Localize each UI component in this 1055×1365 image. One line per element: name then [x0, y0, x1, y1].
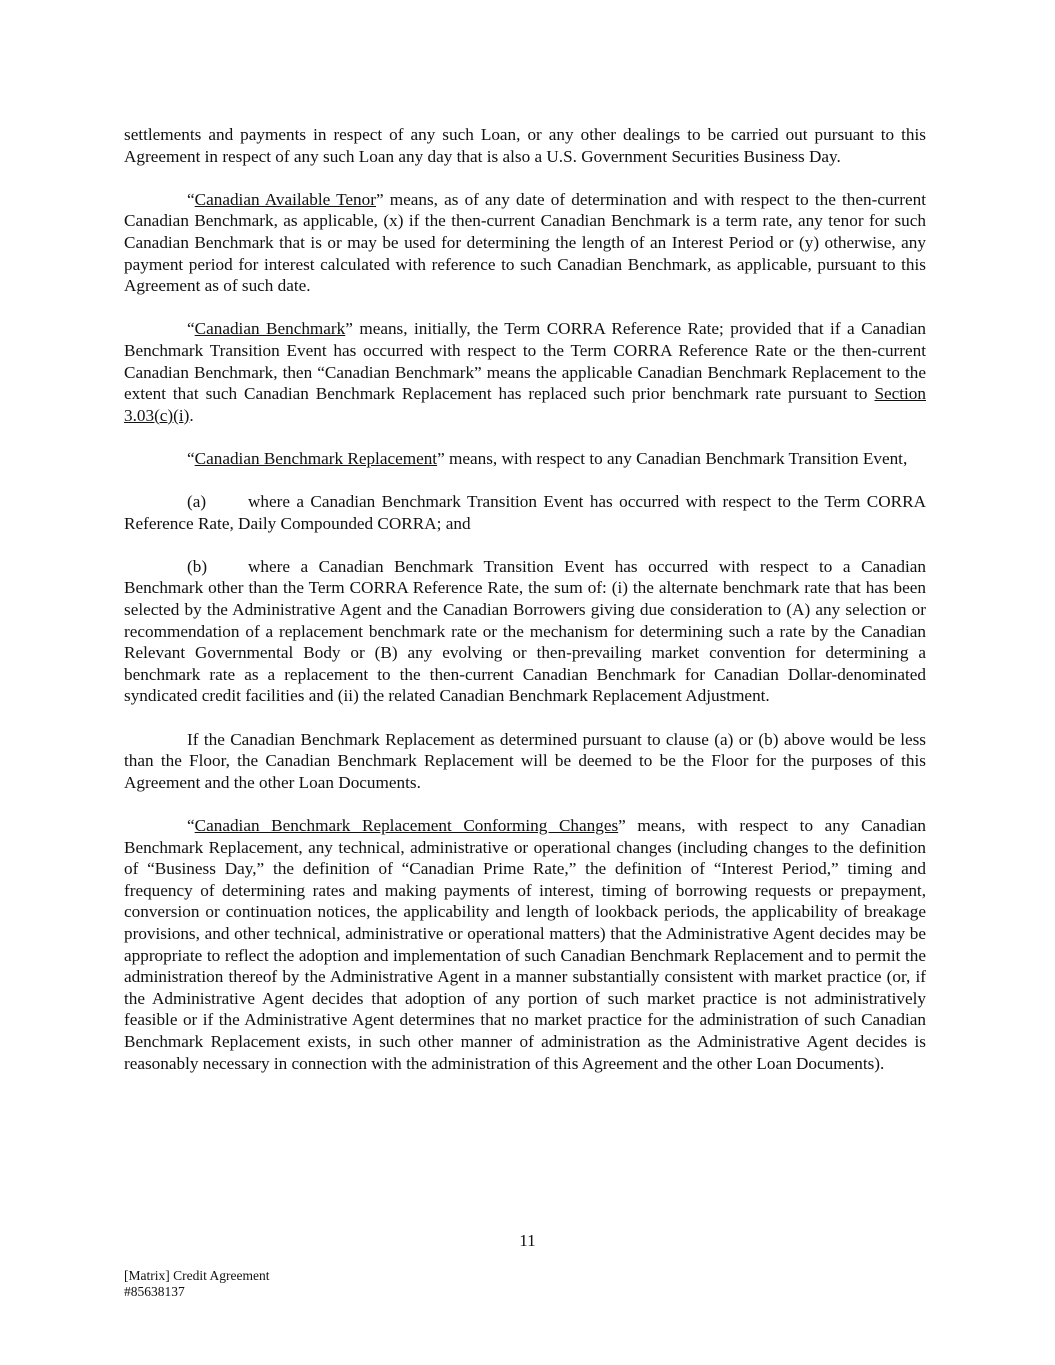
- quote: “: [187, 448, 195, 468]
- definition-text: ” means, initially, the Term CORRA Reference Rate; provided that if a Canadian Benchmark Transition Event has occurred with respect to the Term CORRA Reference Rate or the then-current Canadian Benchmark, then “Canadian Benchmark” means the applicable Canadian Benchmark Replacement to the extent that such Canadian Benchmark Replacement has replaced such prior benchmark rate pursuant to: [124, 319, 926, 404]
- footer-document-title: [Matrix] Credit Agreement: [124, 1268, 270, 1283]
- paragraph-text: settlements and payments in respect of any such Loan, or any other dealings to be carried out pursuant to this Agreement in respect of any such Loan any day that is also a U.S. Government Securities Business Day.: [124, 125, 926, 166]
- clause-label: (a): [187, 492, 207, 512]
- defined-term: Canadian Benchmark Replacement: [194, 448, 438, 468]
- clause-text: where a Canadian Benchmark Transition Event has occurred with respect to the Term CORRA Reference Rate, Daily Compounded CORRA; and: [124, 492, 926, 533]
- quote: “: [187, 189, 195, 209]
- document-body: [124, 124, 926, 1096]
- defined-term: Canadian Benchmark Replacement Conforming Changes: [194, 816, 619, 835]
- quote: “: [187, 319, 195, 339]
- clause-text: where a Canadian Benchmark Transition Event has occurred with respect to a Canadian Benchmark other than the Term CORRA Reference Rate, the sum of: (i) the alternate benchmark rate that has been selected by the Administrative Agent and the Canadian Borrowers giving due consideration to (A) any selection or recommendation of a replacement benchmark rate or the mechanism for determining such a rate by the Canadian Relevant Governmental Body or (B) any evolving or then-prevailing market convention for determining a benchmark rate as a replacement to the then-current Canadian Benchmark for Canadian Dollar-denominated syndicated credit facilities and (ii) the related Canadian Benchmark Replacement Adjustment.: [124, 556, 926, 706]
- clause-label: (b): [187, 556, 208, 576]
- footer-document-id: #85638137: [124, 1284, 185, 1299]
- page-number: 11: [519, 1231, 536, 1250]
- definition-conforming-changes: [124, 815, 926, 1074]
- definition-text: ” means, with respect to any Canadian Benchmark Replacement, any technical, administrative or operational changes (including changes to the definition of “Business Day,” the definition of “Canadian Prime Rate,” the definition of “Interest Period,” timing and frequency of determining rates and making payments of interest, timing of borrowing requests or prepayment, conversion or continuation notices, the applicability and length of lookback periods, the applicability of breakage provisions, and other technical, administrative or operational matters) that the Administrative Agent decides may be appropriate to reflect the adoption and implementation of such Canadian Benchmark Replacement and to permit the administration thereof by the Administrative Agent in a manner substantially consistent with market practice (or, if the Administrative Agent decides that adoption of any portion of such market practice is not administratively feasible or if the Administrative Agent determines that no market practice for the administration of such Canadian Benchmark Replacement exists, in such other manner of administration as the Administrative Agent decides is reasonably necessary in connection with the administration of this Agreement and the other Loan Documents).: [124, 816, 926, 1073]
- defined-term: Canadian Benchmark: [194, 319, 346, 339]
- paragraph-text: If the Canadian Benchmark Replacement as determined pursuant to clause (a) or (b) above would be less than the Floor, the Canadian Benchmark Replacement will be deemed to be the Floor for the purposes of this Agreement and the other Loan Documents.: [124, 729, 926, 792]
- defined-term: Canadian Available Tenor: [194, 189, 376, 209]
- definition-text: ” means, with respect to any Canadian Benchmark Transition Event,: [437, 448, 908, 468]
- clause-b: [124, 556, 926, 707]
- footer: [124, 1268, 269, 1300]
- floor-paragraph: [124, 729, 926, 794]
- definition-canadian-benchmark: [124, 318, 926, 426]
- definition-text: ” means, as of any date of determination and with respect to the then-current Canadian Benchmark, as applicable, (x) if the then-current Canadian Benchmark is a term rate, any tenor for such Canadian Benchmark that is or may be used for determining the length of an Interest Period or (y) otherwise, any payment period for interest calculated with reference to such Canadian Benchmark, as applicable, pursuant to this Agreement as of such date.: [124, 189, 926, 296]
- clause-a: [124, 491, 926, 534]
- period: .: [189, 405, 194, 425]
- definition-canadian-available-tenor: [124, 189, 926, 297]
- section-reference-link[interactable]: Section 3.03(c)(i): [124, 384, 926, 425]
- definition-canadian-benchmark-replacement: [124, 448, 926, 470]
- quote: “: [187, 816, 195, 835]
- paragraph-continuation: [124, 124, 926, 167]
